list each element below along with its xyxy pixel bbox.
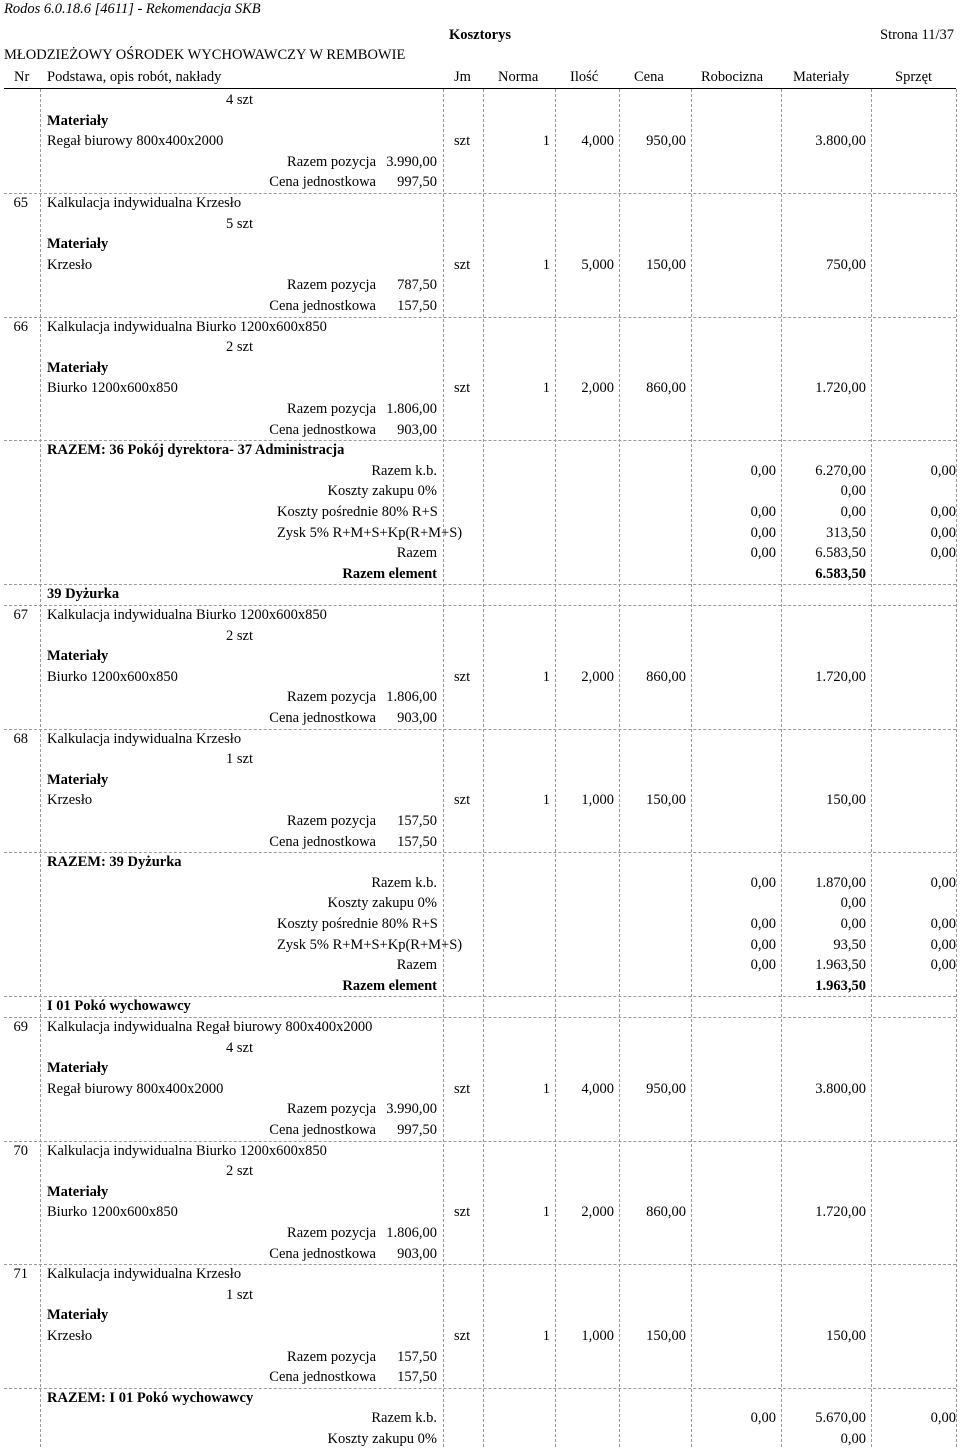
column-header-sprzet: Sprzęt [895,69,933,85]
position-total-value: 157,50 [397,1369,437,1386]
document-title: Kosztorys [449,27,512,43]
summary-label: Razem k.b. [371,1410,437,1427]
summary-label: Zysk 5% R+M+S+Kp(R+M+S) [277,936,463,953]
summary-label: Koszty zakupu 0% [327,895,437,912]
quantity-text: 2 szt [226,339,253,356]
page-number: Strona 11/37 [880,27,954,43]
resource-name: Krzesło [47,256,93,273]
resource-materials-value: 3.800,00 [815,1080,866,1097]
app-title: Rodos 6.0.18.6 [4611] - Rekomendacja SKB [4,1,261,17]
resource-norm: 1 [542,133,550,150]
section-title: 39 Dyżurka [47,586,120,603]
summary-robocizna: 0,00 [750,874,776,891]
resource-price: 860,00 [646,380,686,397]
column-header-jm: Jm [454,69,471,85]
column-header-materialy: Materiały [793,69,850,85]
position-total-label: Cena jednostkowa [269,421,376,438]
resource-group-label: Materiały [47,359,109,376]
resource-price: 950,00 [646,1080,686,1097]
summary-sprzet: 0,00 [930,462,956,479]
summary-materialy: 1.963,50 [815,957,866,974]
column-divider [781,89,782,1447]
resource-unit: szt [454,792,471,809]
position-total-value: 997,50 [397,1122,437,1138]
resource-name: Biurko 1200x600x850 [47,668,178,685]
resource-price: 860,00 [646,1204,686,1221]
resource-norm: 1 [542,1204,550,1221]
position-total-value: 157,50 [397,813,437,829]
position-number: 69 [13,1019,28,1035]
resource-norm: 1 [542,1080,550,1097]
resource-price: 860,00 [646,668,686,685]
position-number: 68 [13,730,28,747]
resource-materials-value: 3.800,00 [815,133,866,150]
summary-sprzet: 0,00 [930,874,956,891]
resource-quantity: 2,000 [581,668,614,685]
position-total-value: 157,50 [397,298,437,314]
position-number: 67 [13,607,28,623]
summary-materialy: 6.583,50 [815,545,866,562]
position-total-value: 1.806,00 [386,401,437,417]
resource-quantity: 4,000 [581,1080,614,1097]
quantity-text: 1 szt [226,1286,253,1303]
position-total-value: 157,50 [397,1348,437,1365]
position-total-value: 3.990,00 [386,153,437,170]
resource-norm: 1 [542,380,550,397]
section-summary-title: RAZEM: I 01 Pokó wychowawcy [47,1389,254,1406]
resource-group-label: Materiały [47,236,109,253]
resource-unit: szt [454,256,471,273]
summary-label: Razem [396,545,437,562]
position-total-label: Razem pozycja [287,277,376,294]
position-total-label: Cena jednostkowa [269,833,376,850]
position-total-label: Cena jednostkowa [269,710,376,726]
resource-group-label: Materiały [47,1060,109,1077]
summary-sprzet: 0,00 [930,957,956,974]
summary-materialy: 0,00 [840,916,866,932]
position-total-value: 903,00 [397,421,437,438]
quantity-text: 2 szt [226,627,253,644]
summary-sprzet: 0,00 [930,524,956,541]
position-total-value: 1.806,00 [386,1225,437,1241]
section-separator [4,584,956,585]
summary-sprzet: 0,00 [930,545,956,562]
resource-group-label: Materiały [47,1183,109,1200]
position-total-label: Razem pozycja [287,401,376,417]
summary-materialy: 0,00 [840,895,866,912]
summary-robocizna: 0,00 [750,462,776,479]
position-total-value: 903,00 [397,1245,437,1262]
position-total-label: Cena jednostkowa [269,298,376,314]
resource-unit: szt [454,1080,471,1097]
summary-label: Razem k.b. [371,462,437,479]
organization-name: MŁODZIEŻOWY OŚRODEK WYCHOWAWCZY W REMBOWIE [4,47,406,63]
resource-norm: 1 [542,1328,550,1344]
summary-materialy: 5.670,00 [815,1410,866,1427]
position-total-value: 3.990,00 [386,1101,437,1118]
position-total-label: Razem pozycja [287,813,376,829]
quantity-text: 4 szt [226,92,253,108]
quantity-text: 1 szt [226,751,253,768]
position-total-value: 157,50 [397,833,437,850]
summary-robocizna: 0,00 [750,957,776,974]
section-title: I 01 Pokó wychowawcy [47,998,191,1015]
column-header-norma: Norma [498,69,539,85]
column-divider [619,89,620,1447]
resource-price: 950,00 [646,133,686,150]
summary-sprzet: 0,00 [930,1410,956,1427]
resource-group-label: Materiały [47,1307,109,1324]
summary-sprzet: 0,00 [930,936,956,953]
column-header-description: Podstawa, opis robót, nakłady [47,69,222,85]
summary-robocizna: 0,00 [750,936,776,953]
position-total-value: 787,50 [397,277,437,294]
summary-materialy: 0,00 [840,1431,866,1447]
resource-group-label: Materiały [47,112,109,129]
resource-quantity: 1,000 [581,1328,614,1344]
resource-name: Regał biurowy 800x400x2000 [47,133,224,150]
quantity-text: 2 szt [226,1163,253,1180]
position-total-label: Razem pozycja [287,153,376,170]
quantity-text: 4 szt [226,1039,253,1056]
resource-name: Regał biurowy 800x400x2000 [47,1080,224,1097]
section-summary-title: RAZEM: 39 Dyżurka [47,854,182,871]
position-total-value: 1.806,00 [386,689,437,706]
resource-quantity: 1,000 [581,792,614,809]
position-description: Kalkulacja indywidualna Biurko 1200x600x850 [47,1142,327,1159]
summary-materialy: 0,00 [840,483,866,500]
column-header-robocizna: Robocizna [701,69,764,85]
summary-sprzet: 0,00 [930,504,956,520]
resource-price: 150,00 [646,1328,686,1344]
resource-price: 150,00 [646,792,686,809]
resource-name: Krzesło [47,1328,93,1344]
resource-materials-value: 150,00 [826,1328,866,1344]
column-header-ilosc: Ilość [570,69,599,85]
quantity-text: 5 szt [226,215,253,232]
column-header-cena: Cena [634,69,664,85]
element-total-value: 6.583,50 [815,565,866,582]
summary-materialy: 6.270,00 [815,462,866,479]
header-rule [4,88,956,89]
position-number: 70 [13,1142,28,1159]
summary-materialy: 93,50 [833,936,866,953]
resource-group-label: Materiały [47,771,109,788]
resource-group-label: Materiały [47,648,109,665]
resource-materials-value: 1.720,00 [815,380,866,397]
element-total-label: Razem element [342,977,437,994]
summary-label: Razem k.b. [371,874,437,891]
position-description: Kalkulacja indywidualna Krzesło [47,730,242,747]
position-description: Kalkulacja indywidualna Biurko 1200x600x850 [47,318,327,335]
position-total-label: Cena jednostkowa [269,1245,376,1262]
position-description: Kalkulacja indywidualna Krzesło [47,195,242,211]
resource-materials-value: 150,00 [826,792,866,809]
position-total-label: Razem pozycja [287,1348,376,1365]
position-total-label: Razem pozycja [287,689,376,706]
resource-quantity: 4,000 [581,133,614,150]
element-total-label: Razem element [342,565,437,582]
resource-name: Biurko 1200x600x850 [47,380,178,397]
position-description: Kalkulacja indywidualna Regał biurowy 800x400x2000 [47,1019,373,1035]
resource-materials-value: 1.720,00 [815,1204,866,1221]
summary-materialy: 0,00 [840,504,866,520]
position-total-label: Cena jednostkowa [269,174,376,191]
position-total-label: Cena jednostkowa [269,1122,376,1138]
summary-label: Koszty zakupu 0% [327,1431,437,1447]
position-total-value: 997,50 [397,174,437,191]
position-description: Kalkulacja indywidualna Krzesło [47,1266,242,1283]
column-header-nr: Nr [14,69,30,85]
summary-materialy: 313,50 [826,524,866,541]
resource-quantity: 5,000 [581,256,614,273]
resource-unit: szt [454,380,471,397]
position-total-label: Cena jednostkowa [269,1369,376,1386]
resource-unit: szt [454,1204,471,1221]
section-summary-title: RAZEM: 36 Pokój dyrektora- 37 Administracja [47,442,345,459]
resource-norm: 1 [542,256,550,273]
resource-materials-value: 750,00 [826,256,866,273]
summary-label: Zysk 5% R+M+S+Kp(R+M+S) [277,524,463,541]
resource-materials-value: 1.720,00 [815,668,866,685]
position-total-label: Razem pozycja [287,1101,376,1118]
column-divider [871,89,872,1447]
position-number: 71 [13,1266,28,1283]
summary-robocizna: 0,00 [750,545,776,562]
column-divider [40,89,41,1447]
resource-quantity: 2,000 [581,1204,614,1221]
resource-norm: 1 [542,792,550,809]
column-divider [691,89,692,1447]
column-divider [483,89,484,1447]
resource-unit: szt [454,668,471,685]
summary-sprzet: 0,00 [930,916,956,932]
summary-label: Koszty pośrednie 80% R+S [277,916,438,932]
summary-robocizna: 0,00 [750,916,776,932]
resource-unit: szt [454,133,471,150]
summary-robocizna: 0,00 [750,504,776,520]
column-divider [555,89,556,1447]
position-total-label: Razem pozycja [287,1225,376,1241]
summary-label: Razem [396,957,437,974]
position-number: 65 [13,195,28,211]
resource-name: Krzesło [47,792,93,809]
column-divider [443,89,444,1447]
summary-robocizna: 0,00 [750,524,776,541]
column-divider [956,89,957,1447]
resource-name: Biurko 1200x600x850 [47,1204,178,1221]
position-number: 66 [13,318,28,335]
summary-label: Koszty pośrednie 80% R+S [277,504,438,520]
summary-label: Koszty zakupu 0% [327,483,437,500]
position-description: Kalkulacja indywidualna Biurko 1200x600x850 [47,607,327,623]
resource-norm: 1 [542,668,550,685]
position-total-value: 903,00 [397,710,437,726]
resource-price: 150,00 [646,256,686,273]
summary-materialy: 1.870,00 [815,874,866,891]
resource-quantity: 2,000 [581,380,614,397]
summary-robocizna: 0,00 [750,1410,776,1427]
element-total-value: 1.963,50 [815,977,866,994]
resource-unit: szt [454,1328,471,1344]
